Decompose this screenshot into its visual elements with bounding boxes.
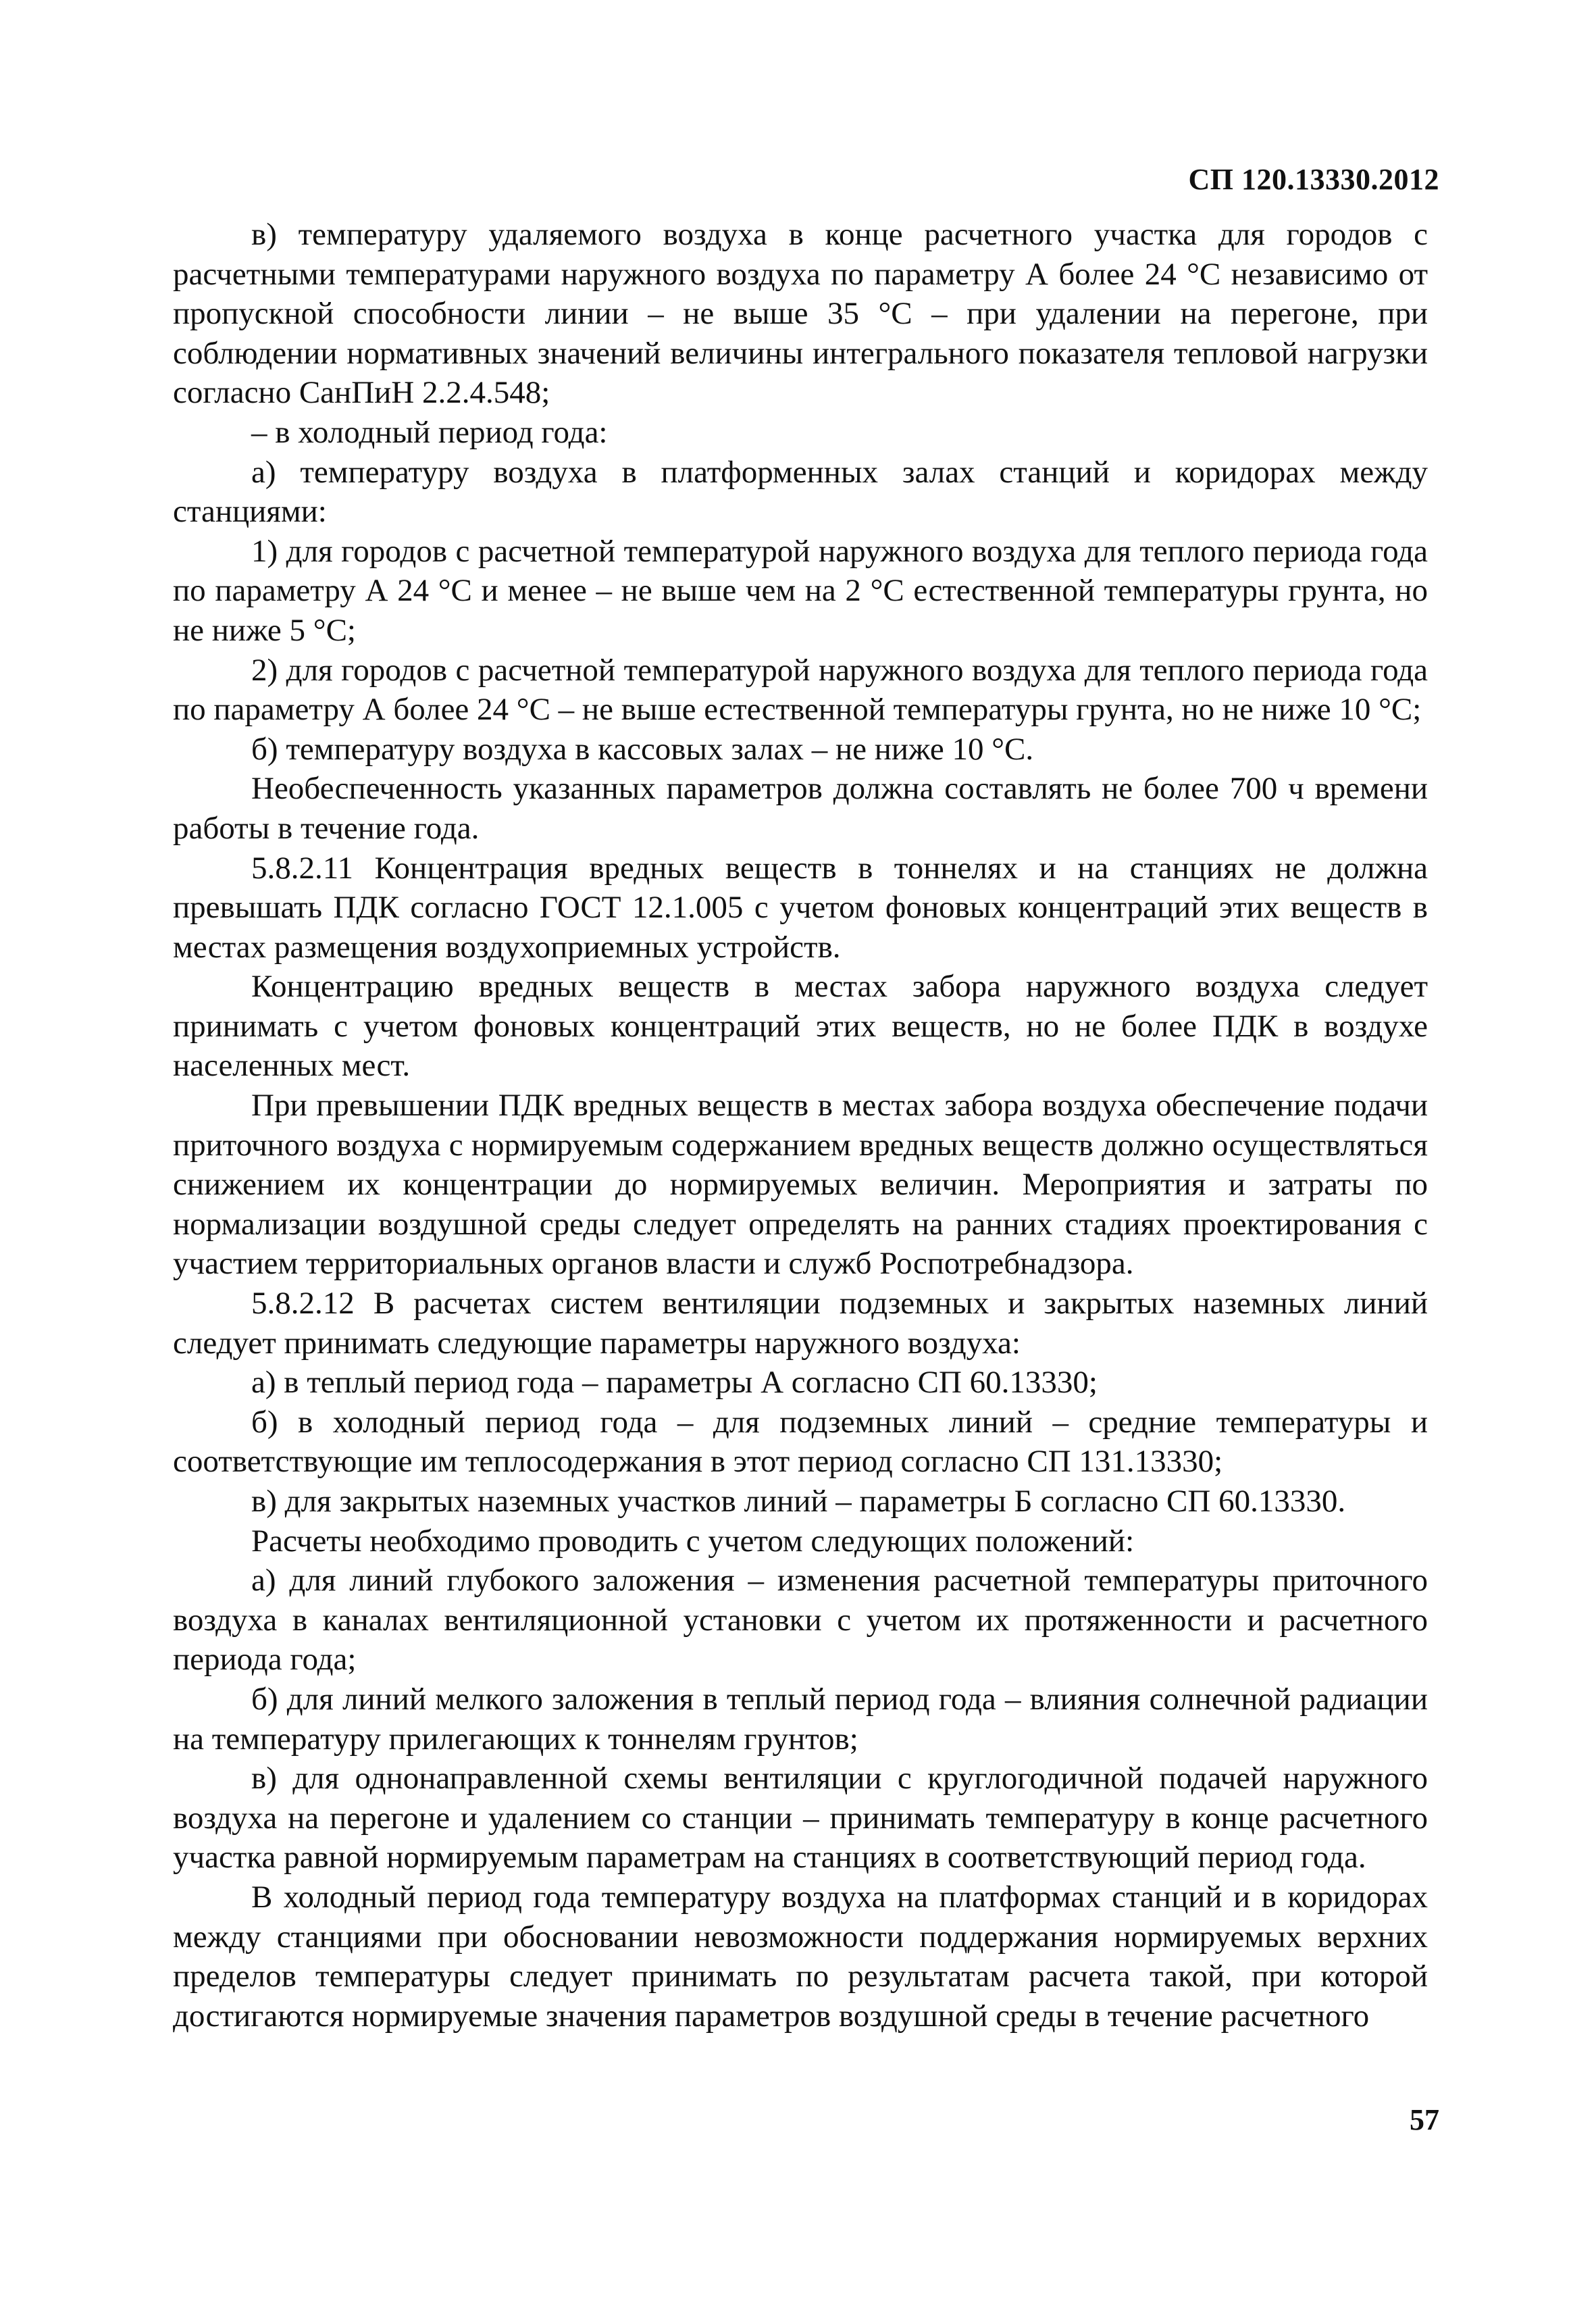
paragraph: 1) для городов с расчетной температурой наружного воздуха для теплого периода года по параметру А 24 °С и менее – не выше чем на 2 °С естественной температуры грунта, но не ниже 5 °С; [173,533,1428,648]
paragraph: б) для линий мелкого заложения в теплый период года – влияния солнечной радиации на температуру прилегающих к тоннелям грунтов; [173,1681,1428,1757]
paragraph: В холодный период года температуру воздуха на платформах станций и в коридорах между станциями при обосновании невозможности поддержания нормируемых верхних пределов температуры следует принимать по результатам расчета такой, при которой достигаются нормируемые значения параметров воздушной среды в течение расчетного [173,1879,1428,2034]
page-number: 57 [1410,2103,1439,2136]
paragraph: в) для однонаправленной схемы вентиляции с круглогодичной подачей наружного воздуха на перегоне и удалением со станции – принимать температуру в конце расчетного участка равной нормируемым параметрам на станциях в соответствующий период года. [173,1761,1428,1876]
paragraph: – в холодный период года: [251,414,608,450]
paragraph: При превышении ПДК вредных веществ в местах забора воздуха обеспечение подачи приточного воздуха с нормируемым содержанием вредных веществ должно осуществляться снижением их концентрации до нормируемых величин. Мероприятия и затраты по нормализации воздушной среды следует определять на ранних стадиях проектирования с участием территориальных органов власти и служб Роспотребнадзора. [173,1088,1428,1282]
paragraph: в) для закрытых наземных участков линий – параметры Б согласно СП 60.13330. [251,1484,1346,1519]
paragraph: в) температуру удаляемого воздуха в конце расчетного участка для городов с расчетными температурами наружного воздуха по параметру А более 24 °С независимо от пропускной способности линии – не выше 35 °С – при удалении на перегоне, при соблюдении нормативных значений величины интегрального показателя тепловой нагрузки согласно СанПиН 2.2.4.548; [173,217,1428,411]
paragraph: 5.8.2.12 В расчетах систем вентиляции подземных и закрытых наземных линий следует принимать следующие параметры наружного воздуха: [173,1286,1428,1361]
paragraph: а) для линий глубокого заложения – изменения расчетной температуры приточного воздуха в каналах вентиляционной установки с учетом их протяженности и расчетного периода года; [173,1563,1428,1678]
paragraph: б) температуру воздуха в кассовых залах – не ниже 10 °С. [251,731,1034,767]
paragraph: Необеспеченность указанных параметров должна составлять не более 700 ч времени работы в течение года. [173,771,1428,846]
paragraph: Концентрацию вредных веществ в местах забора наружного воздуха следует принимать с учетом фоновых концентраций этих веществ, но не более ПДК в воздухе населенных мест. [173,969,1428,1084]
page-body [173,215,1428,2036]
paragraph: б) в холодный период года – для подземных линий – средние температуры и соответствующие им теплосодержания в этот период согласно СП 131.13330; [173,1404,1428,1480]
paragraph: а) в теплый период года – параметры А согласно СП 60.13330; [251,1365,1098,1401]
paragraph: Расчеты необходимо проводить с учетом следующих положений: [251,1523,1135,1559]
document-code-header: СП 120.13330.2012 [1188,163,1439,196]
paragraph: а) температуру воздуха в платформенных залах станций и коридорах между станциями: [173,454,1428,530]
paragraph: 5.8.2.11 Концентрация вредных веществ в тоннелях и на станциях не должна превышать ПДК согласно ГОСТ 12.1.005 с учетом фоновых концентраций этих веществ в местах размещения воздухоприемных устройств. [173,850,1428,965]
paragraph: 2) для городов с расчетной температурой наружного воздуха для теплого периода года по параметру А более 24 °С – не выше естественной температуры грунта, но не ниже 10 °С; [173,652,1428,728]
